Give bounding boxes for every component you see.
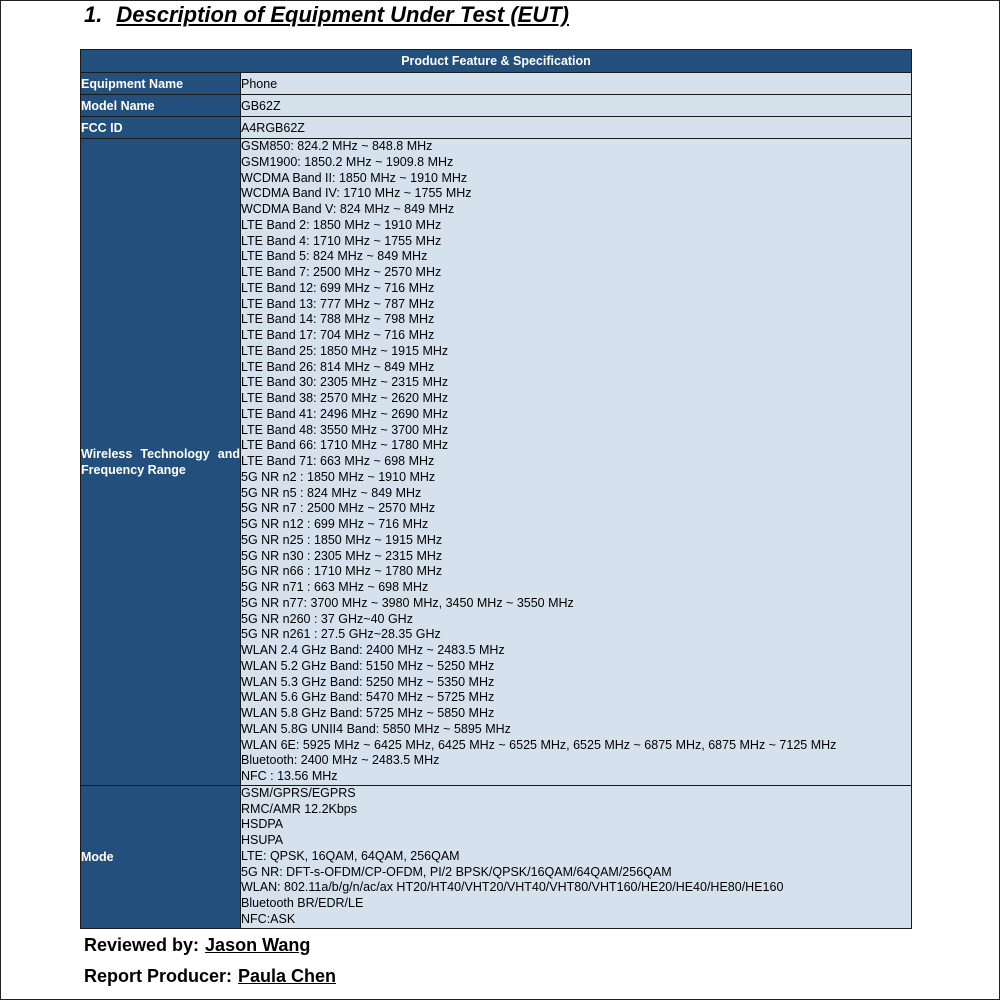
section-title: Description of Equipment Under Test (EUT) (116, 2, 570, 27)
report-producer-label: Report Producer: (84, 966, 233, 986)
mode-item: 5G NR: DFT-s-OFDM/CP-OFDM, PI/2 BPSK/QPSK/16QAM/64QAM/256QAM (241, 864, 672, 879)
frequency-range-item: LTE Band 41: 2496 MHz ~ 2690 MHz (241, 406, 449, 421)
fcc-id-value: A4RGB62Z (241, 117, 912, 139)
table-row (81, 139, 912, 786)
frequency-range-item: WLAN 6E: 5925 MHz ~ 6425 MHz, 6425 MHz ~ 6525 MHz, 6525 MHz ~ 6875 MHz, 6875 MHz ~ 7125 MHz (241, 737, 837, 752)
wireless-label: Wireless Technology and Frequency Range (81, 446, 240, 477)
table-row (81, 117, 912, 139)
frequency-range-item: WCDMA Band II: 1850 MHz ~ 1910 MHz (241, 170, 468, 185)
producer-name: Paula Chen (238, 966, 337, 986)
section-heading (84, 2, 569, 28)
mode-item: WLAN: 802.11a/b/g/n/ac/ax HT20/HT40/VHT20/VHT40/VHT80/VHT160/HE20/HE40/HE80/HE160 (241, 880, 784, 895)
reviewed-by (84, 935, 310, 956)
wireless-label-cell (81, 139, 241, 786)
mode-item: HSUPA (241, 833, 284, 847)
mode-item: GSM/GPRS/EGPRS (241, 785, 356, 800)
mode-item: RMC/AMR 12.2Kbps (241, 801, 358, 816)
report-producer (84, 966, 336, 987)
frequency-range-item: 5G NR n2 : 1850 MHz ~ 1910 MHz (241, 469, 436, 484)
table-header-row (81, 50, 912, 73)
frequency-range-item: WLAN 5.8 GHz Band: 5725 MHz ~ 5850 MHz (241, 706, 495, 720)
frequency-range-item: LTE Band 2: 1850 MHz ~ 1910 MHz (241, 217, 442, 232)
mode-item: HSDPA (241, 817, 284, 832)
frequency-range-item: LTE Band 12: 699 MHz ~ 716 MHz (241, 280, 435, 295)
model-name-label: Model Name (81, 95, 241, 117)
frequency-range-item: LTE Band 25: 1850 MHz ~ 1915 MHz (241, 343, 449, 358)
reviewer-name: Jason Wang (205, 935, 311, 955)
frequency-range-item: 5G NR n77: 3700 MHz ~ 3980 MHz, 3450 MHz ~ 3550 MHz (241, 595, 574, 610)
frequency-range-item: 5G NR n261 : 27.5 GHz~28.35 GHz (241, 627, 441, 642)
model-name-value: GB62Z (241, 95, 912, 117)
frequency-range-item: 5G NR n7 : 2500 MHz ~ 2570 MHz (241, 501, 436, 516)
frequency-range-item: LTE Band 7: 2500 MHz ~ 2570 MHz (241, 265, 442, 279)
table-row (81, 785, 912, 928)
frequency-range-item: WCDMA Band IV: 1710 MHz ~ 1755 MHz (241, 186, 472, 201)
frequency-range-item: 5G NR n66 : 1710 MHz ~ 1780 MHz (241, 564, 443, 579)
table-row (81, 95, 912, 117)
mode-item: LTE: QPSK, 16QAM, 64QAM, 256QAM (241, 848, 460, 863)
frequency-range-item: 5G NR n30 : 2305 MHz ~ 2315 MHz (241, 548, 443, 563)
reviewed-by-label: Reviewed by: (84, 935, 200, 955)
frequency-range-item: WLAN 5.8G UNII4 Band: 5850 MHz ~ 5895 MHz (241, 721, 511, 736)
frequency-range-item: 5G NR n12 : 699 MHz ~ 716 MHz (241, 517, 429, 531)
frequency-range-item: LTE Band 38: 2570 MHz ~ 2620 MHz (241, 391, 449, 405)
frequency-range-item: LTE Band 48: 3550 MHz ~ 3700 MHz (241, 422, 449, 437)
spec-table (80, 49, 912, 929)
equipment-name-value: Phone (241, 73, 912, 95)
frequency-range-item: WLAN 5.2 GHz Band: 5150 MHz ~ 5250 MHz (241, 658, 495, 673)
section-number: 1. (84, 2, 103, 27)
frequency-range-item: LTE Band 30: 2305 MHz ~ 2315 MHz (241, 375, 449, 390)
frequency-range-item: LTE Band 4: 1710 MHz ~ 1755 MHz (241, 233, 442, 248)
frequency-range-item: 5G NR n25 : 1850 MHz ~ 1915 MHz (241, 532, 443, 547)
frequency-range-item: LTE Band 17: 704 MHz ~ 716 MHz (241, 328, 435, 342)
frequency-range-item: 5G NR n5 : 824 MHz ~ 849 MHz (241, 485, 422, 500)
frequency-range-item: LTE Band 5: 824 MHz ~ 849 MHz (241, 249, 428, 264)
frequency-range-item: WLAN 2.4 GHz Band: 2400 MHz ~ 2483.5 MHz (241, 643, 505, 657)
frequency-range-item: LTE Band 66: 1710 MHz ~ 1780 MHz (241, 438, 449, 453)
frequency-range-item: WCDMA Band V: 824 MHz ~ 849 MHz (241, 202, 455, 216)
frequency-range-item: GSM850: 824.2 MHz ~ 848.8 MHz (241, 139, 433, 153)
frequency-range-item: LTE Band 26: 814 MHz ~ 849 MHz (241, 359, 435, 374)
frequency-range-item: LTE Band 14: 788 MHz ~ 798 MHz (241, 312, 435, 327)
fcc-id-label: FCC ID (81, 117, 241, 139)
wireless-value (241, 139, 912, 786)
mode-item: Bluetooth BR/EDR/LE (241, 896, 364, 910)
frequency-range-item: LTE Band 13: 777 MHz ~ 787 MHz (241, 296, 435, 311)
frequency-range-item: GSM1900: 1850.2 MHz ~ 1909.8 MHz (241, 154, 454, 169)
table-row (81, 73, 912, 95)
frequency-range-item: WLAN 5.3 GHz Band: 5250 MHz ~ 5350 MHz (241, 674, 495, 689)
frequency-range-item: LTE Band 71: 663 MHz ~ 698 MHz (241, 454, 435, 468)
mode-label: Mode (81, 785, 241, 928)
frequency-range-item: 5G NR n71 : 663 MHz ~ 698 MHz (241, 580, 429, 594)
equipment-name-label: Equipment Name (81, 73, 241, 95)
table-header: Product Feature & Specification (81, 50, 912, 73)
frequency-range-item: NFC : 13.56 MHz (241, 769, 338, 783)
mode-item: NFC:ASK (241, 911, 296, 926)
frequency-range-item: 5G NR n260 : 37 GHz~40 GHz (241, 611, 413, 626)
mode-value (241, 785, 912, 928)
frequency-range-item: WLAN 5.6 GHz Band: 5470 MHz ~ 5725 MHz (241, 690, 495, 705)
frequency-range-item: Bluetooth: 2400 MHz ~ 2483.5 MHz (241, 753, 440, 768)
